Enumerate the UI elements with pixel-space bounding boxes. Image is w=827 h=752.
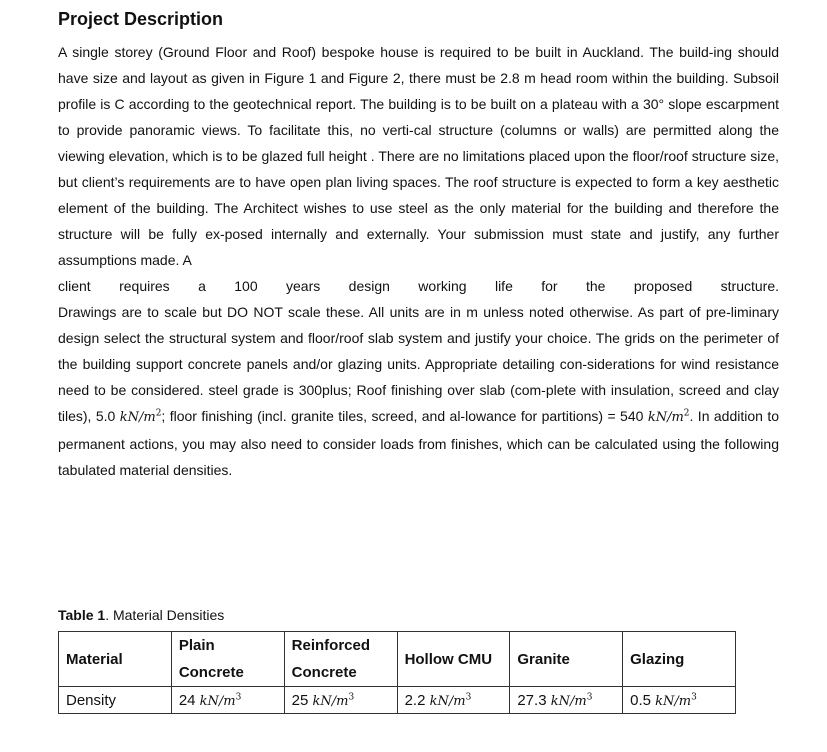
header-material: Material xyxy=(59,632,172,687)
table-caption-text: . Material Densities xyxy=(105,607,225,623)
cell-plain-concrete: 24 $kN/m^3$ xyxy=(171,687,284,714)
paragraph-text-part1: Drawings are to scale but DO NOT scale these. All units are in m unless noted otherwise. As part of pre-liminary design select the structural system and floor/roof slab system and justify your choice. The grids on the perimeter of the building support concrete panels and/or glazing units. Appropriate detailing con-siderations for wind resistance need to be considered. steel grade is 300plus; Roof finishing over slab (com-plete with insulation, screed and clay tiles), 5.0 xyxy=(58,304,779,424)
paragraph-text-part3: . In addition to permanent actions, you may also need to consider loads from finishes, which can be calculated using the following tabulated material densities. xyxy=(58,408,779,478)
header-reinforced-concrete: Reinforced Concrete xyxy=(284,632,397,687)
paragraph-text-part2: ; floor finishing (incl. granite tiles, screed, and al-lowance for partitions) = 540 xyxy=(161,408,644,424)
table-header-row xyxy=(59,632,736,687)
table-caption-label: Table 1 xyxy=(58,607,106,623)
roof-finish-unit: $kN/m^2$ xyxy=(119,408,162,425)
header-granite: Granite xyxy=(510,632,623,687)
table-caption xyxy=(58,607,224,623)
project-description-paragraph xyxy=(58,39,779,299)
cell-reinforced-concrete: 25 $kN/m^3$ xyxy=(284,687,397,714)
header-glazing: Glazing xyxy=(623,632,736,687)
table-row xyxy=(59,687,736,714)
header-hollow-cmu: Hollow CMU xyxy=(397,632,510,687)
floor-finish-unit: $kN/m^2$ xyxy=(647,408,690,425)
cell-hollow-cmu: 2.2 $kN/m^3$ xyxy=(397,687,510,714)
cell-granite: 27.3 $kN/m^3$ xyxy=(510,687,623,714)
cell-glazing: 0.5 $kN/m^3$ xyxy=(623,687,736,714)
header-plain-concrete: Plain Concrete xyxy=(171,632,284,687)
material-densities-table xyxy=(58,631,736,714)
page-title: Project Description xyxy=(58,9,224,29)
paragraph-body: A single storey (Ground Floor and Roof) bespoke house is required to be built in Auckland. The build-ing should have size and layout as given in Figure 1 and Figure 2, there must be 2.8 m head room within the building. Subsoil profile is C according to the geotechnical report. The building is to be built on a plateau with a 30° slope escarpment to provide panoramic views. To facilitate this, no verti-cal structure (columns or walls) are permitted along the viewing elevation, which is to be glazed full height . There are no limitations placed upon the floor/roof structure size, but client’s requirements are to have open plan living spaces. The roof structure is expected to form a key aesthetic element of the building. The Architect wishes to use steel as the only material for the building and therefore the structure will be fully ex-posed internally and externally. Your submission must state and justify, any further assumptions made. A xyxy=(58,44,779,268)
paragraph-last-line: client requires a 100 years design working life for the proposed structure. xyxy=(58,278,779,294)
row-label-density: Density xyxy=(59,687,172,714)
design-requirements-paragraph xyxy=(58,299,779,483)
